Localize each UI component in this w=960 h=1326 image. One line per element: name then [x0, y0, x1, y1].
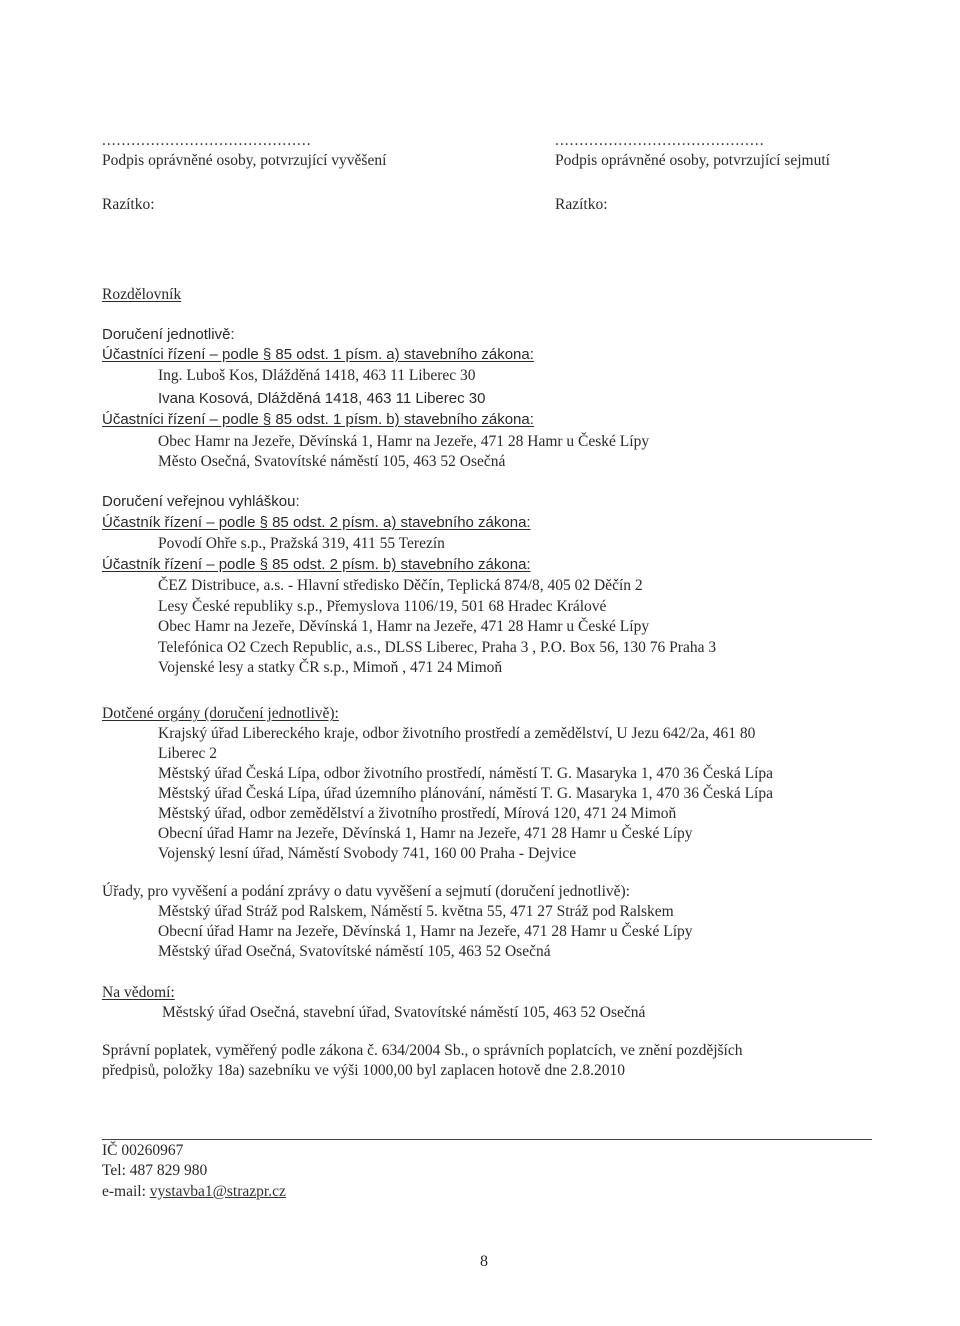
authority-item: Obecní úřad Hamr na Jezeře, Děvínská 1, Hamr na Jezeře, 471 28 Hamr u České Lípy	[158, 825, 693, 842]
notice-heading: Na vědomí:	[102, 984, 175, 1001]
footer-tel: Tel: 487 829 980	[102, 1162, 208, 1179]
public-participant-item: Vojenské lesy a statky ČR s.p., Mimoň , 471 24 Mimoň	[158, 659, 503, 676]
public-participant-item: Lesy České republiky s.p., Přemyslova 1106/19, 501 68 Hradec Králové	[158, 598, 607, 615]
participant-item: Město Osečná, Svatovítské náměstí 105, 463 52 Osečná	[158, 453, 506, 470]
footer-ico: IČ 00260967	[102, 1142, 184, 1159]
public-participant-item: Telefónica O2 Czech Republic, a.s., DLSS Liberec, Praha 3 , P.O. Box 56, 130 76 Praha 3	[158, 639, 717, 656]
authorities-heading: Dotčené orgány (doručení jednotlivě):	[102, 705, 339, 722]
distribution-heading: Rozdělovník	[102, 286, 182, 303]
participants-b-heading: Účastníci řízení – podle § 85 odst. 1 písm. b) stavebního zákona:	[102, 411, 534, 428]
email-link[interactable]: vystavba1@strazpr.cz	[149, 1183, 286, 1200]
fee-line-2: předpisů, položky 18a) sazebníku ve výši 1000,00 byl zaplacen hotově dne 2.8.2010	[102, 1062, 626, 1079]
office-item: Obecní úřad Hamr na Jezeře, Děvínská 1, Hamr na Jezeře, 471 28 Hamr u České Lípy	[158, 923, 693, 940]
authority-item: Městský úřad Česká Lípa, úřad územního plánování, náměstí T. G. Masaryka 1, 470 36 Česká Lípa	[158, 785, 773, 802]
fee-line-1: Správní poplatek, vyměřený podle zákona č. 634/2004 Sb., o správních poplatcích, ve znění pozdějších	[102, 1042, 743, 1059]
footer-email-label: e-mail:	[102, 1183, 150, 1200]
signature-line-left: ...........................................	[102, 132, 312, 149]
office-item: Městský úřad Stráž pod Ralskem, Náměstí 5. května 55, 471 27 Stráž pod Ralskem	[158, 903, 674, 920]
signature-caption-left: Podpis oprávněné osoby, potvrzující vyvěšení	[102, 152, 387, 169]
individual-delivery-label: Doručení jednotlivě:	[102, 326, 235, 343]
public-participant-item: Obec Hamr na Jezeře, Děvínská 1, Hamr na Jezeře, 471 28 Hamr u České Lípy	[158, 618, 650, 635]
footer-email-row	[102, 1183, 286, 1202]
public-participant-item: Povodí Ohře s.p., Pražská 319, 411 55 Terezín	[158, 535, 445, 552]
signature-line-right: ...........................................	[555, 132, 765, 149]
stamp-label-right: Razítko:	[555, 196, 608, 213]
public-participant-a-heading: Účastník řízení – podle § 85 odst. 2 písm. a) stavebního zákona:	[102, 514, 531, 531]
authority-item: Městský úřad Česká Lípa, odbor životního prostředí, náměstí T. G. Masaryka 1, 470 36 Česká Lípa	[158, 765, 774, 782]
authority-item: Městský úřad, odbor zemědělství a životního prostředí, Mírová 120, 471 24 Mimoň	[158, 805, 677, 822]
authority-item: Vojenský lesní úřad, Náměstí Svobody 741, 160 00 Praha - Dejvice	[158, 845, 577, 862]
authority-item: Krajský úřad Libereckého kraje, odbor životního prostředí a zemědělství, U Jezu 642/2a, 461 80	[158, 725, 756, 742]
notice-item: Městský úřad Osečná, stavební úřad, Svatovítské náměstí 105, 463 52 Osečná	[162, 1004, 646, 1021]
signature-caption-right: Podpis oprávněné osoby, potvrzující sejmutí	[555, 152, 830, 169]
participant-item: Obec Hamr na Jezeře, Děvínská 1, Hamr na Jezeře, 471 28 Hamr u České Lípy	[158, 433, 650, 450]
participant-item: Ivana Kosová, Dlážděná 1418, 463 11 Liberec 30	[158, 390, 486, 407]
public-delivery-label: Doručení veřejnou vyhláškou:	[102, 493, 300, 510]
public-participant-b-heading: Účastník řízení – podle § 85 odst. 2 písm. b) stavebního zákona:	[102, 556, 531, 573]
offices-heading: Úřady, pro vyvěšení a podání zprávy o datu vyvěšení a sejmutí (doručení jednotlivě):	[102, 883, 630, 900]
footer-divider	[102, 1139, 872, 1140]
public-participant-item: ČEZ Distribuce, a.s. - Hlavní středisko Děčín, Teplická 874/8, 405 02 Děčín 2	[158, 577, 643, 594]
stamp-label-left: Razítko:	[102, 196, 155, 213]
participant-item: Ing. Luboš Kos, Dlážděná 1418, 463 11 Liberec 30	[158, 367, 476, 384]
participants-a-heading: Účastníci řízení – podle § 85 odst. 1 písm. a) stavebního zákona:	[102, 346, 534, 363]
office-item: Městský úřad Osečná, Svatovítské náměstí 105, 463 52 Osečná	[158, 943, 551, 960]
page-number: 8	[480, 1253, 488, 1270]
authority-item: Liberec 2	[158, 745, 217, 762]
